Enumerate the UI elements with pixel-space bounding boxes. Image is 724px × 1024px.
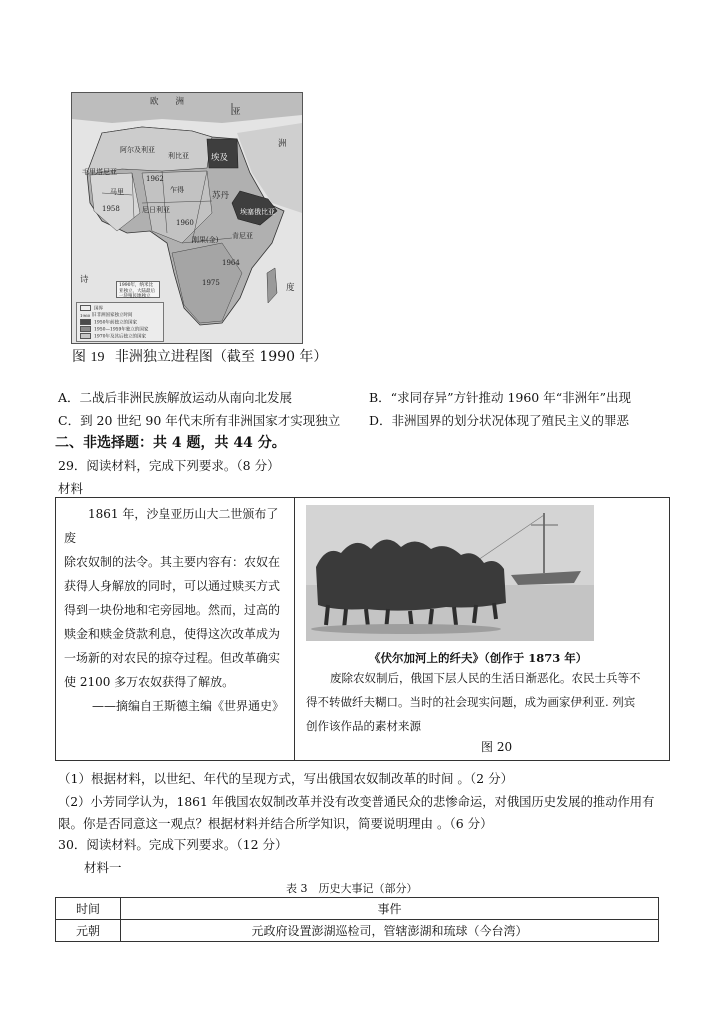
legend-swatch [80,305,91,311]
legend-item: 国界 [80,305,103,312]
section-2-title: 二、非选择题：共 4 题，共 44 分。 [55,435,286,451]
map-label-europe: 欧 洲 [150,97,185,107]
material-divider [294,498,295,760]
map-label-nigeria: 尼日利亚 [142,206,170,214]
question-29-sub-1: （1）根据材料，以世纪、年代的呈现方式，写出俄国农奴制改革的时间 。（2 分） [58,771,514,786]
question-29-sub-2-line-2: 限。你是否同意这一观点？根据材料并结合所学知识，简要说明理由 。（6 分） [58,816,493,831]
africa-independence-map [71,92,303,344]
table-3-title: 表 3 历史大事记（部分） [286,882,418,895]
option-d: D．非洲国界的划分状况体现了殖民主义的罪恶 [369,413,630,428]
legend-swatch [80,326,91,332]
header-time: 时间 [56,898,121,920]
painting-description [306,666,666,738]
painting-desc-line: 得不转做纤夫糊口。当时的社会现实问题，成为画家伊利亚. 列宾 [306,695,636,709]
legend-swatch [80,333,91,339]
material-line: 获得人身解放的同时，可以通过赎买方式 [64,579,281,593]
legend-item: 1950—1959年独立的国家 [80,326,148,333]
option-c: C．到 20 世纪 90 年代末所有非洲国家才实现独立 [58,413,341,428]
map-legend [76,302,164,342]
figure-19-caption: 图 19 非洲独立进程图（截至 1990 年） [72,349,328,365]
map-label-mauritania: 毛里塔尼亚 [82,168,117,176]
material-text [64,502,288,718]
material-box [55,497,670,761]
material-label: 材料 [58,481,84,496]
barge-haulers-painting [306,505,594,641]
material-source: ——摘编自王斯德主编《世界通史》 [92,699,285,713]
legend-item: 1960 旧非洲国家独立时间 [80,312,133,318]
map-label-year-1975: 1975 [202,279,220,287]
cell-time: 元朝 [56,920,121,942]
material-line: 得到一块份地和宅旁园地。然而，过高的 [64,603,281,617]
painting-desc-line: 废除农奴制后，俄国下层人民的生活日渐恶化。农民士兵等不 [330,671,641,685]
painting-desc-line: 创作该作品的素材来源 [306,719,421,733]
material-line: 使 2100 多万农奴获得了解放。 [64,675,235,689]
legend-item: 1950年前独立的国家 [80,319,137,326]
map-label-year-1962: 1962 [146,175,164,183]
painting-graphic [306,505,594,641]
map-label-algeria: 阿尔及利亚 [120,146,155,154]
map-label-ocean-2: 度 [286,283,295,293]
table-header-row [56,898,659,920]
map-label-ethiopia: 埃塞俄比亚 [240,208,275,216]
material-one-label: 材料一 [84,860,122,875]
figure-20-label: 图 20 [481,740,513,754]
cell-event: 元政府设置澎湖巡检司，管辖澎湖和琉球（今台湾） [121,920,659,942]
option-a: A．二战后非洲民族解放运动从南向北发展 [58,390,293,405]
map-label-libya: 利比亚 [168,152,189,160]
map-label-mali: 马里 [110,188,124,196]
question-30-stem: 30．阅读材料。完成下列要求。（12 分） [58,837,288,852]
map-label-asia-2: 洲 [278,139,287,149]
map-label-chad: 乍得 [170,186,184,194]
map-label-year-1960: 1960 [176,219,194,227]
painting-caption: 《伏尔加河上的纤夫》（创作于 1873 年） [369,651,588,665]
question-29-sub-2-line-1: （2）小芳同学认为，1861 年俄国农奴制改革并没有改变普通民众的悲惨命运，对俄国历史发展的推动作用有 [58,795,655,809]
map-callout: 1990年，纳米比亚独立，大陆最后一块殖民地独立 [116,281,160,298]
legend-swatch [80,319,91,325]
material-line: 1861 年，沙皇亚历山大二世颁布了废 [64,507,279,545]
map-label-year-1958: 1958 [102,205,120,213]
map-label-kenya: 肯尼亚 [232,232,253,240]
map-label-sudan: 苏丹 [212,191,230,201]
material-line: 一场新的对农民的掠夺过程。但改革确实 [64,651,281,665]
map-label-congo: 刚果(金) [192,236,219,244]
table-row [56,920,659,942]
map-label-asia-1: 亚 [232,107,241,117]
question-29-stem: 29．阅读材料，完成下列要求。（8 分） [58,458,280,473]
material-line: 除农奴制的法令。其主要内容有：农奴在 [64,555,281,569]
history-events-table [55,897,659,942]
legend-item: 1970年及其后独立的国家 [80,333,146,340]
map-label-year-1964: 1964 [222,259,240,267]
legend-year: 1960 [80,312,91,318]
map-label-egypt: 埃及 [211,153,229,163]
map-label-ocean-1: 诗 [80,275,89,285]
option-b: B．“求同存异”方针推动 1960 年“非洲年”出现 [369,390,632,405]
material-line: 赎金和赎金贷款利息，使得这次改革成为 [64,627,281,641]
header-event: 事件 [121,898,659,920]
